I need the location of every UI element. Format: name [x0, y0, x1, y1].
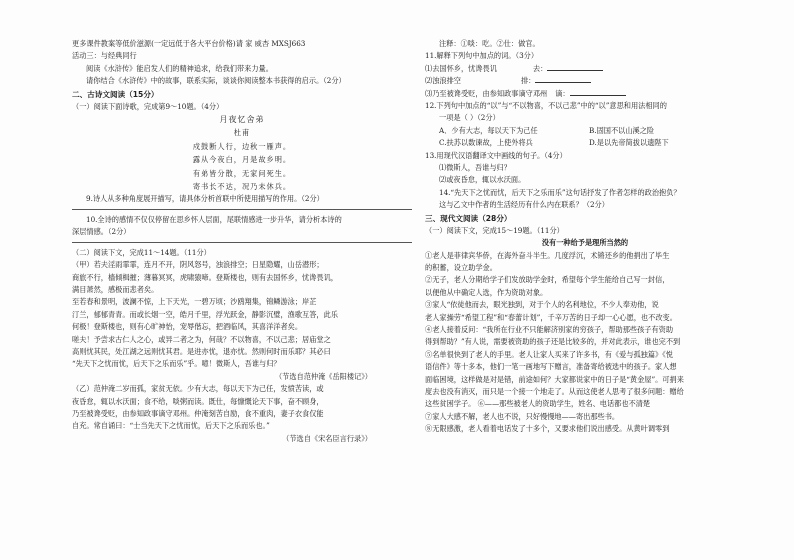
- answer-line: [72, 242, 412, 243]
- poem-title: 月夜忆舍弟: [219, 115, 265, 125]
- page-header: 更多课件教案等低价滋源(一定远低于各大平台价格)请 家 威杏 MXSJ663: [72, 39, 306, 48]
- question-10-line-1: 10.全诗的感情不仅仅停留在思乡怀人层面，尾联情感进一步升华，请分析本诗的: [86, 214, 342, 224]
- question-13: 13.用现代汉语翻译文中画线的句子。（4分）: [425, 150, 567, 160]
- passage-a-line: 高则忧其民，处江湖之远则忧其君。是进亦忧，退亦忧。然则何时而乐耶？其必曰: [72, 346, 331, 356]
- question-11-item: [425, 75, 745, 87]
- activity-title: 活动三：与经典同行: [72, 51, 137, 61]
- item-label: 去：: [532, 63, 548, 73]
- article-line: 以便他从中确定人选，作为资助对象。: [425, 287, 548, 297]
- poem-line: 戍鼓断人行，边秋一雁声。: [192, 141, 292, 151]
- option-b: B.固国不以山溪之险: [589, 125, 655, 135]
- question-14-line-1: 14.“先天下之忧而忧，后天下之乐而乐”这句话抒发了作者怎样的政治抱负？: [439, 187, 681, 197]
- article-line: ①老人是菲律宾华侨，在海外奋斗半生。几度浮沉，术锵还乡的他捐出了毕生: [425, 250, 670, 260]
- question-11-item: [425, 88, 745, 100]
- passage-b-line: 乃至被谗受贬，由参知政事谪守邓州。仲淹刻苦自励，食不重肉，妻子衣食仅能: [72, 408, 324, 418]
- article-line: ⑤名单很快到了老人的手里。老人让家人买来了许多书，有《爱与孤独篇》《悦: [425, 349, 673, 359]
- passage-a-line: 嗟夫！予尝求古仁人之心，或异二者之为，何哉？不以物喜，不以己悲；居庙堂之: [72, 334, 331, 344]
- poem-author: 杜甫: [233, 128, 251, 138]
- passage-a-line: “先天下之忧而忧，后天下之乐而乐”乎。噫！微斯人，吾谁与归？: [72, 359, 281, 369]
- item-label: 谪：: [555, 88, 570, 98]
- article-line: ⑦家人大感不解，老人也不说，只好慢慢地——寄出那些书。: [425, 411, 620, 421]
- right-column: [425, 38, 745, 436]
- passage-a-line: 何极！登斯楼也，则有心旷神怡，宠辱偕忘，把酒临风，其喜洋洋者矣。: [72, 322, 303, 332]
- answer-blank[interactable]: [535, 75, 591, 83]
- article-line: 的积蓄，设立助学金。: [425, 262, 497, 272]
- passage-b-source: （节选自《宋名臣言行录》）: [282, 433, 372, 443]
- passage-a-line: 汀兰，郁郁青青。而或长烟一空，皓月千里，浮光跃金，静影沉璧，渔歌互答，此乐: [72, 309, 338, 319]
- activity-paragraph-2: 请你结合《水浒传》中的故事，联系实际，谈谈你阅读整本书获得的启示。（2分）: [86, 76, 346, 86]
- part3-intro: （一）阅读下文，完成15～19题。（11分）: [425, 225, 564, 235]
- item-label: 排：: [520, 76, 536, 86]
- article-line: ④老人接着反问：“我所在行业不只能解济别家的穷孩子，帮助那些孩子有资助: [425, 324, 674, 334]
- article-line: 得到帮助？”有人说，需要被资助的孩子还是比较多的，并对此表示，谁也完不到: [425, 337, 681, 347]
- article-line: 语信件》等十多本，他们一笔一画地写下赠言，准备寄给被选中的孩子。家人想: [425, 362, 677, 372]
- passage-b-line: 自充。常自诵曰：“士当先天下之忧而忧，后天下之乐而乐也。”: [72, 421, 270, 431]
- answer-blank[interactable]: [547, 63, 603, 71]
- option-d: D.是以先帝简拔以遗陛下: [589, 138, 669, 148]
- article-line: ②无子，老人分期给学子们发放助学金时，希望每个学生能给自己写一封信，: [425, 275, 670, 285]
- article-title: 没有一种给予是理所当然的: [541, 238, 629, 248]
- article-line: ③家人“依徒他而去，眼光独到，对于个人的名利地位，不少人奉劝他，说: [425, 300, 659, 310]
- section-heading-2: 二、古诗文阅读（15分）: [72, 89, 159, 99]
- article-line: 这些贫困学子。 ⑥——那些被老人的资助学生，姓名、电话都也不清楚: [425, 399, 651, 409]
- item-text: ⑶乃至被谗受贬，由参知政事谪守邓州: [425, 88, 548, 98]
- passage-a-line: 至若春和景明，波澜不惊，上下天光，一碧万顷；沙鸥翔集，锦鳞游泳；岸芷: [72, 297, 317, 307]
- poem-line: 露从今夜白，月是故乡明。: [192, 155, 292, 165]
- question-14-line-2: 这与乙文中作者的生活经历有什么内在联系？（2分）: [439, 200, 609, 210]
- question-12-options: [425, 125, 745, 137]
- question-12-options: [425, 137, 745, 149]
- item-text: ⑵浊浪排空: [425, 76, 461, 86]
- answer-blank[interactable]: [570, 88, 626, 96]
- answer-line: [72, 209, 412, 210]
- question-12-line-2: 一项是（ ）（2分）: [439, 113, 500, 123]
- passage-a-line: 商旅不行，樯倾楫摧；薄暮冥冥，虎啸猿啼。登斯楼也，则有去国怀乡，忧谗畏讥，: [72, 272, 338, 282]
- left-column: [72, 38, 412, 445]
- article-line: 度去也没有消灭，而只是一个接一个地走了。从而这使老人思考了很多问题：赠给: [425, 386, 684, 396]
- activity-paragraph-1: 阅读《水浒传》能启发人们的精神追求，给我们带来力量。: [86, 63, 273, 73]
- item-text: ⑴去国怀乡，忧谗畏讥: [425, 63, 497, 73]
- question-9: 9.诗人从多种角度展开描写，请具体分析首联中所使用描写的作用。（2分）: [86, 194, 324, 204]
- passage-a-line: （甲）若夫淫雨霏霏，连月不开，阴风怒号，浊浪排空；日星隐耀，山岳潜形；: [72, 260, 324, 270]
- option-a: A．少有大志，每以天下为己任: [439, 125, 538, 135]
- part1-intro: （一）阅读下面诗歌，完成第9～10题。（4分）: [72, 101, 224, 111]
- question-11: 11.解释下列句中加点的词。（3分）: [425, 51, 539, 61]
- poem-line: 有弟皆分散，无家问死生。: [192, 168, 292, 178]
- option-c: C.扶苏以数谏故，上使外将兵: [439, 138, 533, 148]
- question-13-item: ⑵或夜昏怠，辄以水沃面。: [439, 175, 526, 185]
- passage-a-source: （节选自范仲淹《岳阳楼记》）: [274, 371, 372, 381]
- part2-intro: （二）阅读下文，完成11～14题。（11分）: [72, 247, 211, 257]
- question-12-line-1: 12.下列句中加点的“以”与“不以物喜，不以己悲”中的“以”意思和用法相同的: [425, 101, 667, 111]
- passage-a-line: 满目萧然，感极而悲者矣。: [72, 284, 159, 294]
- section-heading-3: 三、现代文阅读（28分）: [425, 213, 512, 223]
- article-line: ⑧无限感激，老人看着电话发了十多个，又要求他们说出感受。从黄叶调零到: [425, 424, 670, 434]
- passage-b-line: 夜昏怠，辄以水沃面；食不给，啖粥而读。既仕，每慷慨论天下事，奋不顾身，: [72, 396, 324, 406]
- question-10-line-2: 深层情感。（2分）: [72, 227, 131, 237]
- poem-line: 寄书长不达，况乃未休兵。: [192, 182, 292, 192]
- question-13-item: ⑴微斯人，吾谁与归？: [439, 163, 511, 173]
- notes: 注释：①啖：吃。②仕：做官。: [439, 39, 540, 48]
- article-line: 老人家操劳“希望工程”和“春蕾计划”，千辛万苦的日子却一心心愿，也不改变。: [425, 312, 677, 322]
- passage-b-line: （乙）范仲淹二岁而孤，家贫无依。少有大志，每以天下为己任，发愤苦读，或: [72, 384, 324, 394]
- article-line: 面临困境，这样做是对是错，前途如何？大家都说家中的日子是“黄金屋”。可捐来: [425, 374, 684, 384]
- question-11-item: [425, 63, 745, 75]
